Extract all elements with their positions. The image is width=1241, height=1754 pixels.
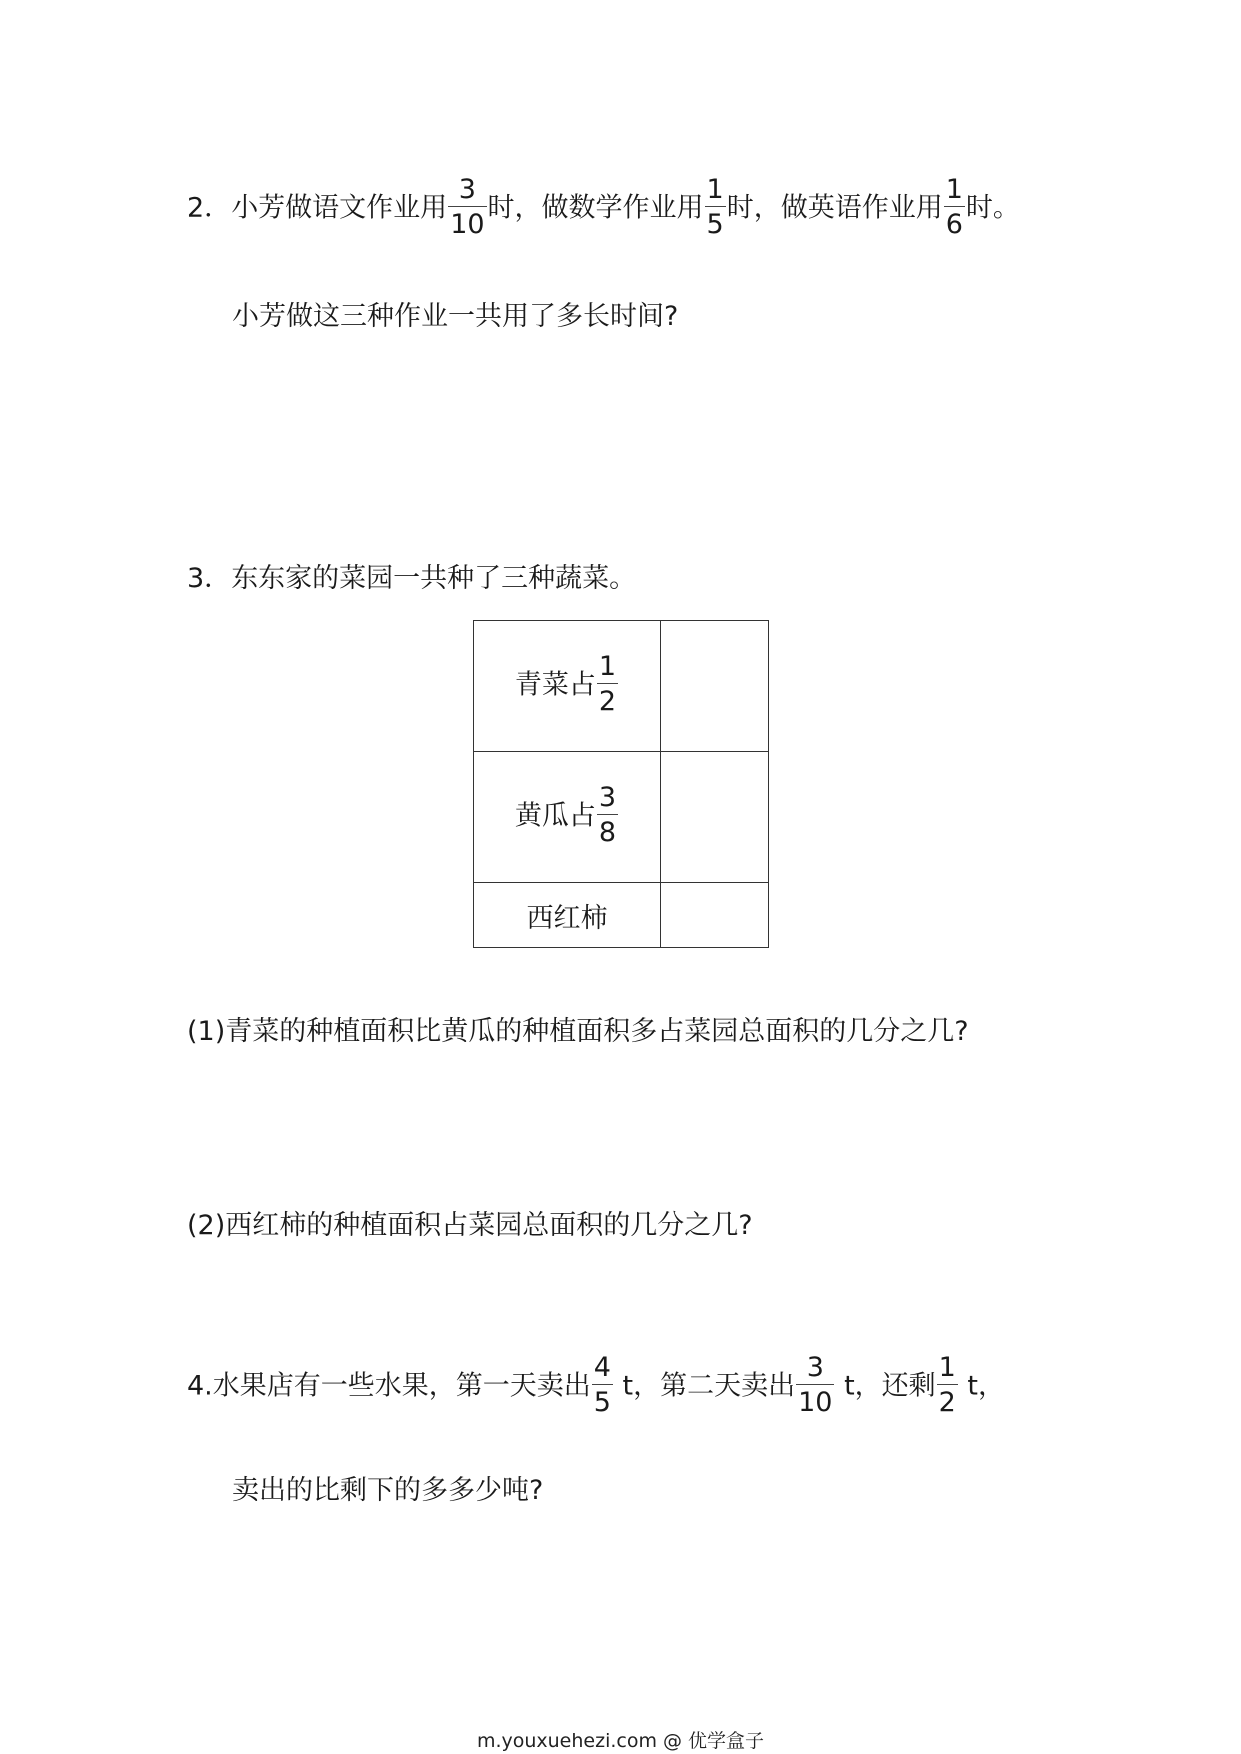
- greens-blank-cell[interactable]: [661, 621, 769, 752]
- q3-sub2: (2)西红柿的种植面积占菜园总面积的几分之几?: [187, 1210, 753, 1241]
- q2-line2: 小芳做这三种作业一共用了多长时间?: [232, 301, 679, 332]
- q4-text2: t，第二天卖出: [613, 1370, 796, 1402]
- q4-fraction-day1: $\frac{4}{5}$: [593, 1352, 611, 1418]
- q2-fraction-english: $\frac{1}{6}$: [945, 174, 963, 240]
- q4-text4: t，: [958, 1370, 1006, 1402]
- table-row-tomato: [474, 883, 769, 948]
- q4-line1: [187, 1352, 1006, 1418]
- footer-watermark: m.youxuehezi.com @ 优学盒子: [476, 1730, 765, 1752]
- q4-fraction-remaining: $\frac{1}{2}$: [938, 1352, 956, 1418]
- q2-fraction-chinese: $\frac{3}{10}$: [450, 174, 485, 240]
- q2-number: 2．: [187, 192, 232, 224]
- q3-line1: [187, 565, 636, 592]
- q3-text: 东东家的菜园一共种了三种蔬菜。: [231, 563, 637, 594]
- q2-fraction-math: $\frac{1}{5}$: [706, 174, 724, 240]
- q2-text1: 小芳做语文作业用: [231, 192, 448, 224]
- q3-sub1: (1)青菜的种植面积比黄瓜的种植面积多占菜园总面积的几分之几?: [187, 1016, 969, 1047]
- q4-text1: 水果店有一些水果，第一天卖出: [212, 1370, 591, 1402]
- q4-text3: t，还剩: [835, 1370, 936, 1402]
- greens-fraction: $\frac{1}{2}$: [598, 651, 617, 717]
- cucumber-blank-cell[interactable]: [661, 752, 769, 883]
- q3-number: 3．: [187, 563, 232, 594]
- cucumber-fraction: $\frac{3}{8}$: [598, 782, 617, 848]
- q2-text4: 时。: [965, 192, 1020, 224]
- greens-label-cell: 青菜占 $\frac{1}{2}$: [474, 621, 661, 752]
- table-row-cucumber: [474, 752, 769, 883]
- q2-text2: 时，做数学作业用: [487, 192, 704, 224]
- tomato-blank-cell[interactable]: [661, 883, 769, 948]
- table-row-greens: [474, 621, 769, 752]
- q4-line2: 卖出的比剩下的多多少吨?: [232, 1475, 544, 1506]
- vegetable-table: [473, 620, 769, 948]
- q4-number: 4.: [187, 1370, 213, 1402]
- tomato-label-cell: 西红柿: [474, 883, 661, 948]
- cucumber-label-cell: 黄瓜占 $\frac{3}{8}$: [474, 752, 661, 883]
- q2-line1: [187, 174, 1020, 240]
- q4-fraction-day2: $\frac{3}{10}$: [798, 1352, 833, 1418]
- q2-text3: 时，做英语作业用: [726, 192, 943, 224]
